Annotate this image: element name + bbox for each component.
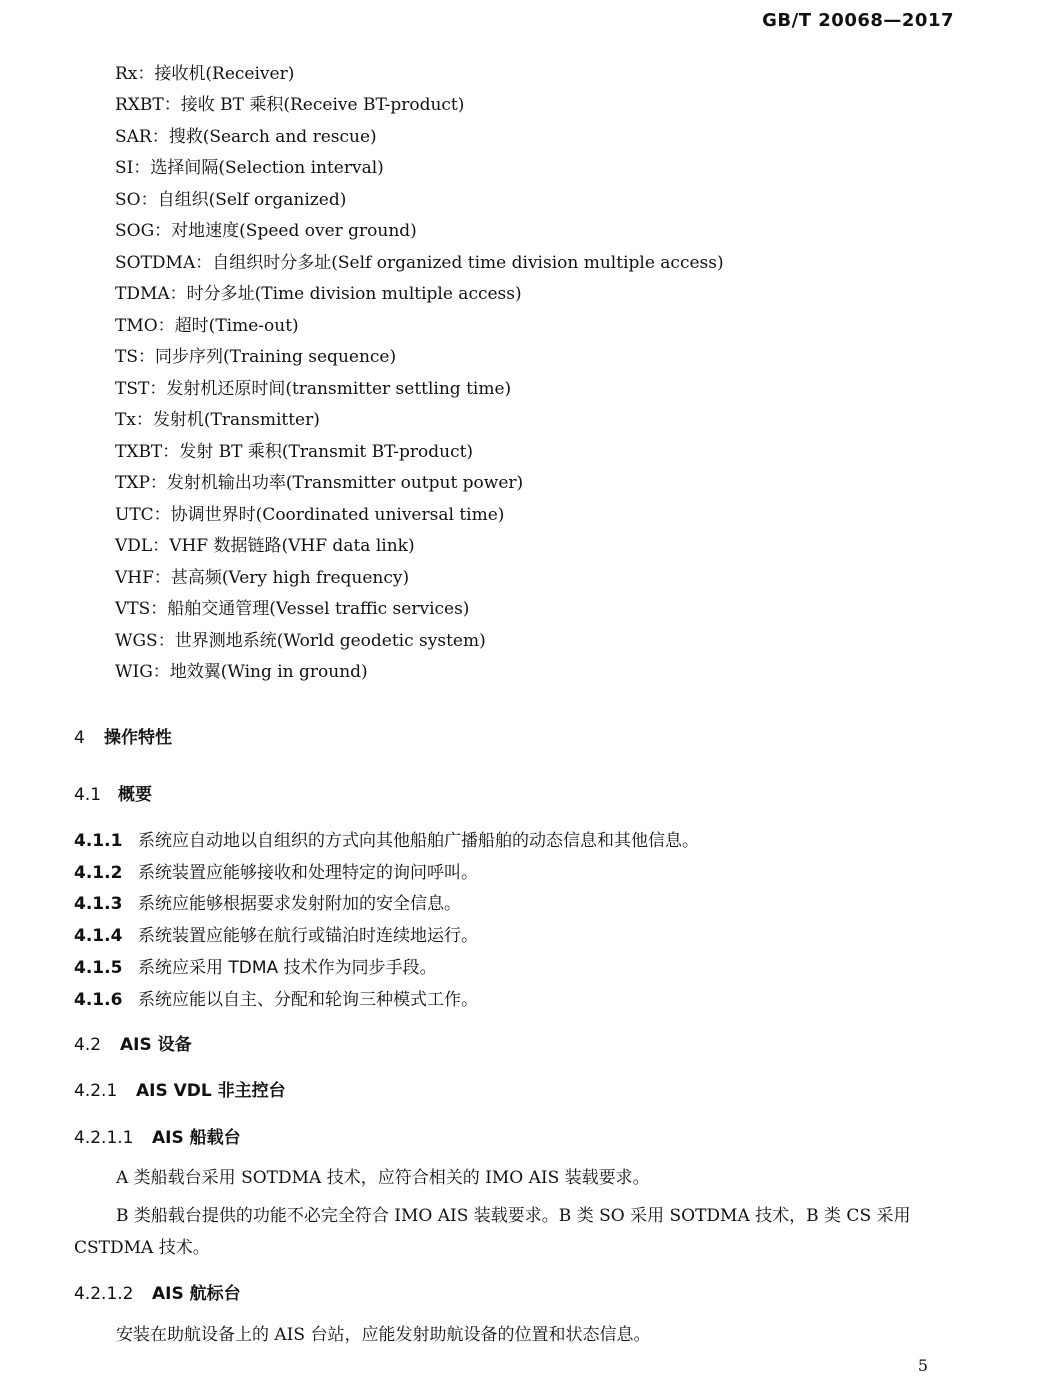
clause-number: 4.1.1 [74,831,123,851]
section-title: 操作特性 [104,728,172,748]
paragraph-aton: 安装在助航设备上的 AIS 台站，应能发射助航设备的位置和状态信息。 [116,1325,651,1345]
clause-text: 系统装置应能够接收和处理特定的询问呼叫。 [138,863,478,883]
subsection-title: 概要 [118,785,152,805]
paragraph-class-b: B 类船载台提供的功能不必完全符合 IMO AIS 装载要求。B 类 SO 采用 SOTDMA 技术，B 类 CS 采用 CSTDMA 技术。 [74,1206,911,1258]
abbreviation-item: TST：发射机还原时间(transmitter settling time) [115,379,512,399]
abbreviation-item: TXP：发射机输出功率(Transmitter output power) [115,473,524,493]
subsection-heading: 4.1 概要 [74,785,152,805]
abbreviation-item: SI：选择间隔(Selection interval) [115,158,384,178]
clause-text: 系统应能以自主、分配和轮询三种模式工作。 [138,990,478,1010]
abbreviation-item: TMO：超时(Time-out) [115,316,299,336]
abbreviation-item: VTS：船舶交通管理(Vessel traffic services) [115,599,470,619]
paragraph-class-a: A 类船载台采用 SOTDMA 技术，应符合相关的 IMO AIS 装载要求。 [116,1168,650,1188]
subsection-heading: 4.2.1.1 AIS 船载台 [74,1128,241,1148]
abbreviation-item: WGS：世界测地系统(World geodetic system) [115,631,486,651]
clause-number: 4.1.4 [74,926,123,946]
clause-text: 系统应自动地以自组织的方式向其他船舶广播船舶的动态信息和其他信息。 [138,831,699,851]
abbreviation-item: TS：同步序列(Training sequence) [115,347,397,367]
standard-number-header: GB/T 20068—2017 [762,10,954,31]
subsection-title: AIS 航标台 [152,1284,241,1304]
subsection-title: AIS VDL 非主控台 [136,1081,286,1101]
clause-text: 系统应采用 TDMA 技术作为同步手段。 [138,958,437,978]
clause-item [74,921,478,946]
clause-item [74,826,699,851]
abbreviation-item: TDMA：时分多址(Time division multiple access) [115,284,522,304]
subsection-heading: 4.2.1 AIS VDL 非主控台 [74,1081,286,1101]
subsection-title: AIS 船载台 [152,1128,241,1148]
abbreviation-item: Rx：接收机(Receiver) [115,64,295,84]
abbreviation-item: WIG：地效翼(Wing in ground) [115,662,368,682]
clause-number: 4.1.6 [74,990,123,1010]
abbreviation-item: RXBT：接收 BT 乘积(Receive BT-product) [115,95,465,115]
clause-item [74,953,437,978]
subsection-heading: 4.2.1.2 AIS 航标台 [74,1284,241,1304]
subsection-title: AIS 设备 [120,1035,192,1055]
clause-item [74,858,478,883]
subsection-heading: 4.2 AIS 设备 [74,1035,192,1055]
page-number: 5 [917,1356,928,1375]
abbreviation-item: VDL：VHF 数据链路(VHF data link) [115,536,415,556]
abbreviation-item: SOTDMA：自组织时分多址(Self organized time division multiple access) [115,253,724,273]
abbreviation-item: UTC：协调世界时(Coordinated universal time) [115,505,505,525]
section-heading: 4 操作特性 [74,728,172,748]
abbreviation-item: SAR：搜救(Search and rescue) [115,127,377,147]
clause-number: 4.1.5 [74,958,123,978]
abbreviation-item: Tx：发射机(Transmitter) [115,410,320,430]
clause-number: 4.1.3 [74,894,123,914]
abbreviation-item: SO：自组织(Self organized) [115,190,347,210]
clause-text: 系统应能够根据要求发射附加的安全信息。 [138,894,461,914]
clause-number: 4.1.2 [74,863,123,883]
abbreviation-item: TXBT：发射 BT 乘积(Transmit BT-product) [115,442,474,462]
abbreviation-item: SOG：对地速度(Speed over ground) [115,221,417,241]
abbreviation-item: VHF：甚高频(Very high frequency) [115,568,410,588]
clause-item [74,889,461,914]
clause-item [74,985,478,1010]
clause-text: 系统装置应能够在航行或锚泊时连续地运行。 [138,926,478,946]
